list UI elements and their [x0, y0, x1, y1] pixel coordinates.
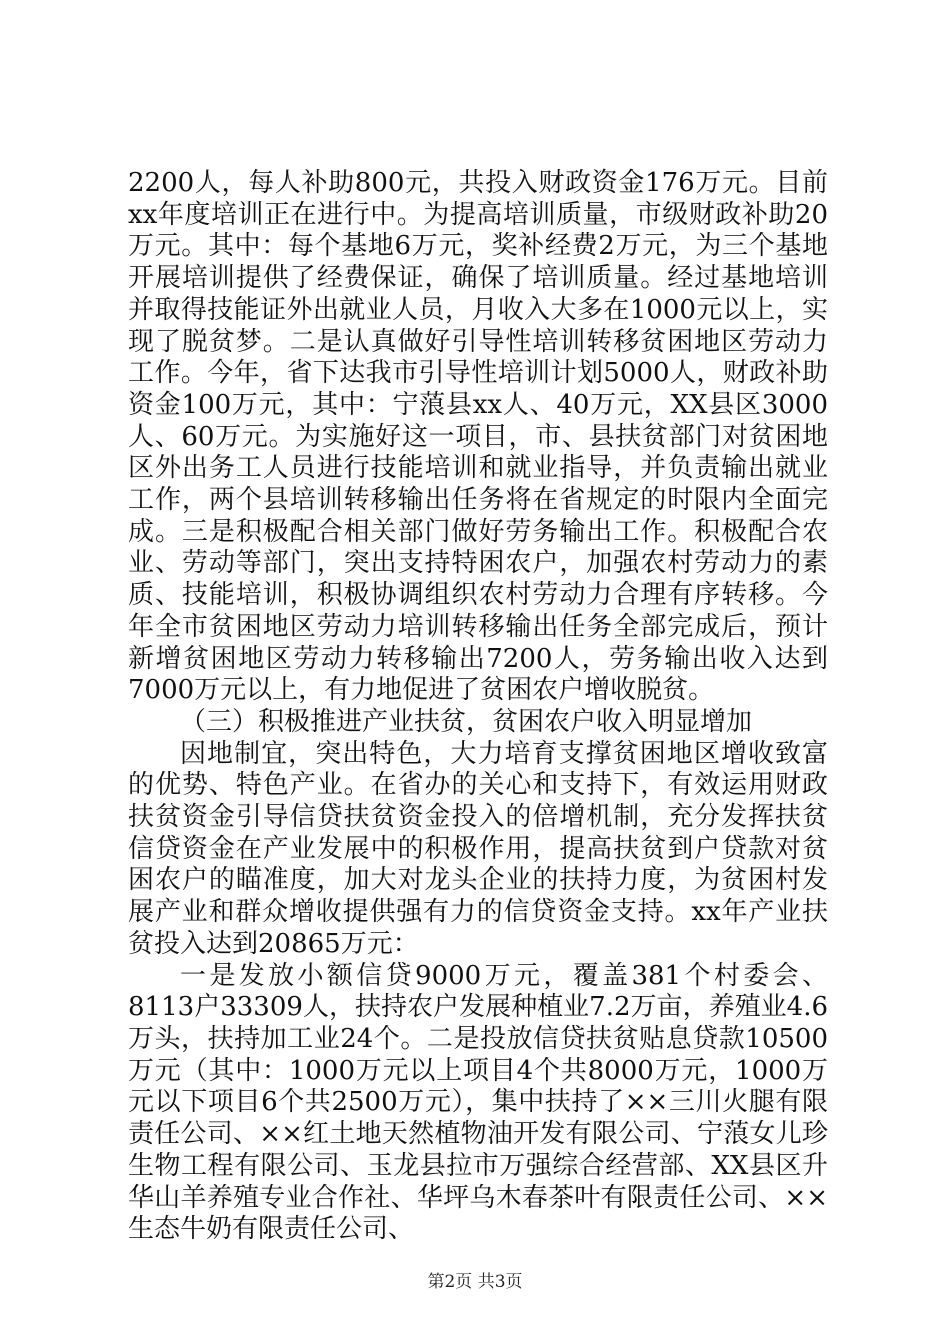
page-number-footer: 第2页 共3页 [427, 1272, 523, 1292]
document-body [128, 168, 828, 1246]
paragraph-industry-overview: 因地制宜，突出特色，大力培育支撑贫困地区增收致富的优势、特色产业。在省办的关心和支持下，有效运用财政扶贫资金引导信贷扶贫资金投入的倍增机制，充分发挥扶贫信贷资金在产业发展中的积极作用，提高扶贫到户贷款对贫困农户的瞄准度，加大对龙头企业的扶持力度，为贫困村发展产业和群众增收提供强有力的信贷资金支持。xx年产业扶贫投入达到20865万元： [128, 738, 828, 959]
paragraph-microcredit-details: 一是发放小额信贷9000万元，覆盖381个村委会、8113户33309人，扶持农户发展种植业7.2万亩，养殖业4.6万头，扶持加工业24个。二是投放信贷扶贫贴息贷款10500万元（其中：1000万元以上项目4个共8000万元，1000万元以下项目6个共2500万元），集中扶持了××三川火腿有限责任公司、××红土地天然植物油开发有限公司、宁蒗女儿珍生物工程有限公司、玉龙县拉市万强综合经营部、XX县区升华山羊养殖专业合作社、华坪乌木春茶叶有限责任公司、××生态牛奶有限责任公司、 [128, 960, 828, 1245]
paragraph-training-results: 2200人，每人补助800元，共投入财政资金176万元。目前xx年度培训正在进行中。为提高培训质量，市级财政补助20万元。其中：每个基地6万元，奖补经费2万元，为三个基地开展培训提供了经费保证，确保了培训质量。经过基地培训并取得技能证外出就业人员，月收入大多在1000元以上，实现了脱贫梦。二是认真做好引导性培训转移贫困地区劳动力工作。今年，省下达我市引导性培训计划5000人，财政补助资金100万元，其中：宁蒗县xx人、40万元，XX县区3000人、60万元。为实施好这一项目，市、县扶贫部门对贫困地区外出务工人员进行技能培训和就业指导，并负责输出就业工作，两个县培训转移输出任务将在省规定的时限内全面完成。三是积极配合相关部门做好劳务输出工作。积极配合农业、劳动等部门，突出支持特困农户，加强农村劳动力的素质、技能培训，积极协调组织农村劳动力合理有序转移。今年全市贫困地区劳动力培训转移输出任务全部完成后，预计新增贫困地区劳动力转移输出7200人，劳务输出收入达到7000万元以上，有力地促进了贫困农户增收脱贫。 [128, 168, 828, 706]
section-heading-industry-poverty-relief: （三）积极推进产业扶贫，贫困农户收入明显增加 [180, 706, 753, 737]
